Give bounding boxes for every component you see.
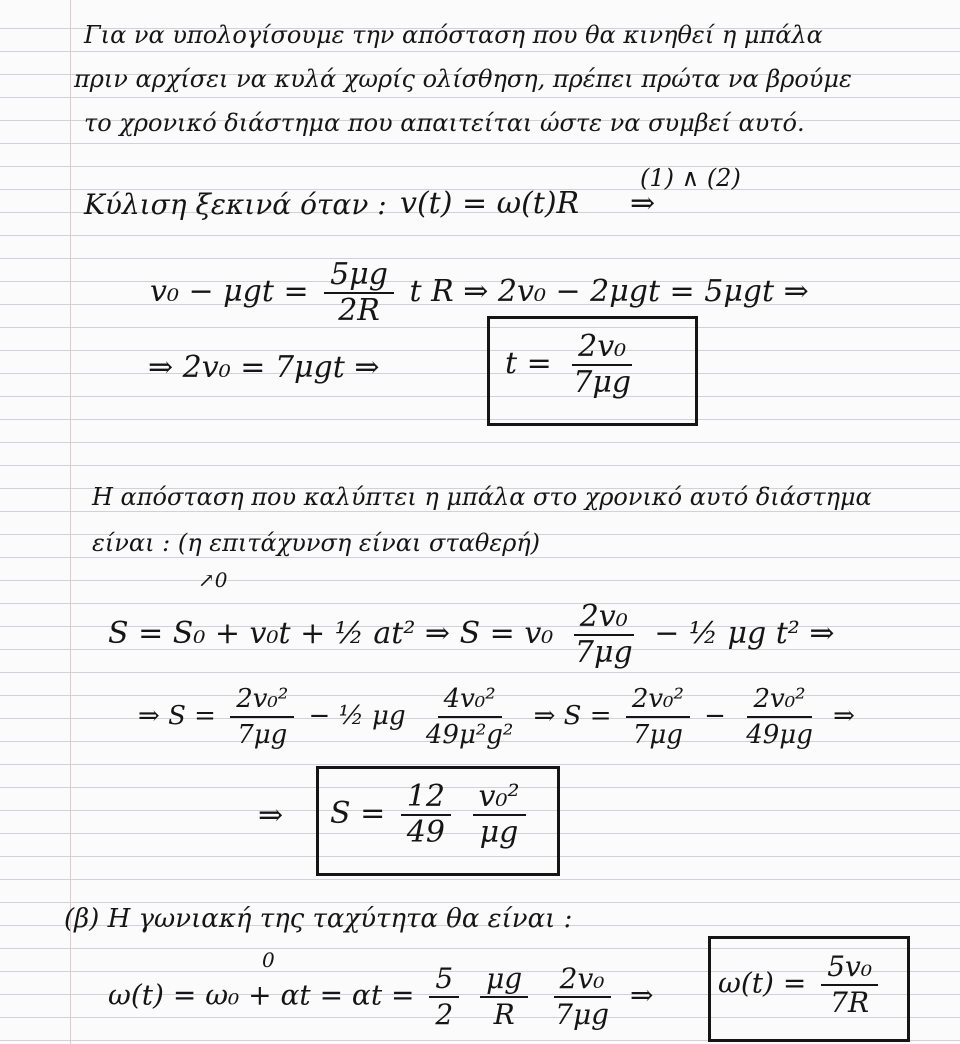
margin-line <box>70 0 71 1044</box>
rolling-ref: (1) ∧ (2) <box>640 164 741 192</box>
rolling-arrow: ⇒ <box>630 186 656 221</box>
s-result-frac1 <box>401 780 451 850</box>
omega-result-den: 7R <box>830 986 870 1019</box>
s-result-f1-num: 12 <box>401 780 451 816</box>
s0-zero-mark: ↗0 <box>198 568 228 592</box>
part-b-equation <box>108 962 653 1032</box>
s-result-f2-num: v₀² <box>473 780 526 816</box>
eq-s1-den: 7μg <box>574 635 633 670</box>
part-b-f3-num: 2v₀ <box>554 962 611 998</box>
part-b-frac3 <box>549 962 615 1032</box>
eq-s1 <box>108 600 834 670</box>
step1-fraction <box>324 258 394 328</box>
eq-s2-s: S = <box>168 701 216 731</box>
eq-s2-minus: − <box>704 701 726 731</box>
t-result-den: 7μg <box>573 365 632 400</box>
eq-s2-mid: − ½ μg <box>308 701 406 731</box>
s-result-f1-den: 49 <box>406 815 445 850</box>
eq-s2-f3-num: 2v₀² <box>626 682 690 718</box>
eq-s1-fraction <box>569 600 639 670</box>
t-result <box>505 330 643 400</box>
step1-frac-den: 2R <box>338 293 380 328</box>
s-result-label: S = <box>330 796 386 831</box>
part-b-f2-num: μg <box>480 962 528 998</box>
eq-s3-arrow: ⇒ <box>258 798 284 833</box>
rolling-equation: v(t) = ω(t)R <box>400 186 580 221</box>
omega0-zero-mark: 0 <box>262 948 275 972</box>
eq-s2-f1-num: 2v₀² <box>230 682 294 718</box>
eq-s2-f3-den: 7μg <box>632 720 683 750</box>
step1-equation <box>150 258 809 328</box>
distance-line-2: είναι : (η επιτάχυνση είναι σταθερή) <box>92 529 541 557</box>
eq-s1-num: 2v₀ <box>574 600 634 636</box>
intro-line-3: το χρονικό διάστημα που απαιτείται ώστε να συμβεί αυτό. <box>84 109 805 137</box>
distance-line-1: Η απόσταση που καλύπτει η μπάλα στο χρονικό αυτό διάστημα <box>92 483 872 511</box>
eq-s2-arrow3: ⇒ <box>833 701 855 731</box>
eq-s2-arrow2: ⇒ S = <box>533 701 612 731</box>
t-result-fraction <box>567 330 637 400</box>
s-result-f2-den: μg <box>479 815 519 850</box>
intro-line-2: πριν αρχίσει να κυλά χωρίς ολίσθηση, πρέπει πρώτα να βρούμε <box>74 65 852 93</box>
eq-s2-frac4 <box>740 682 819 752</box>
t-result-label: t = <box>505 346 552 381</box>
eq-s2-f2-den: 49μ²g² <box>425 720 514 750</box>
eq-s1-lhs: S = S₀ + v₀t + ½ at² ⇒ S = v₀ <box>108 616 554 651</box>
omega-result-num: 5v₀ <box>821 950 878 986</box>
part-b-f3-den: 7μg <box>555 998 610 1031</box>
s-result <box>330 780 532 850</box>
s-result-frac2 <box>473 780 526 850</box>
eq-s2-f2-num: 4v₀² <box>438 682 502 718</box>
eq-s2 <box>138 682 855 752</box>
part-b-label: (β) Η γωνιακή της ταχύτητα θα είναι : <box>64 904 573 934</box>
part-b-frac1 <box>429 962 459 1032</box>
step2-lhs: ⇒ 2v₀ = 7μgt ⇒ <box>148 350 380 385</box>
omega-result <box>718 950 884 1020</box>
eq-s2-frac2 <box>420 682 519 752</box>
eq-s2-f4-num: 2v₀² <box>747 682 811 718</box>
intro-line-1: Για να υπολογίσουμε την απόσταση που θα κινηθεί η μπάλα <box>84 21 823 49</box>
eq-s2-f1-den: 7μg <box>237 720 288 750</box>
eq-s2-frac3 <box>626 682 690 752</box>
part-b-eq: ω(t) = ω₀ + αt = αt = <box>108 978 415 1012</box>
part-b-f2-den: R <box>493 998 515 1031</box>
t-result-num: 2v₀ <box>572 330 632 366</box>
eq-s2-f4-den: 49μg <box>746 720 813 750</box>
eq-s2-frac1 <box>230 682 294 752</box>
omega-result-label: ω(t) = <box>718 966 807 1000</box>
part-b-frac2 <box>480 962 528 1032</box>
part-b-f1-num: 5 <box>429 962 459 998</box>
part-b-f1-den: 2 <box>435 998 454 1031</box>
part-b-arrow: ⇒ <box>629 978 654 1012</box>
step1-rhs: t R ⇒ 2v₀ − 2μgt = 5μgt ⇒ <box>409 274 809 309</box>
step1-lhs: v₀ − μgt = <box>150 274 309 309</box>
rolling-label: Κύλιση ξεκινά όταν : <box>84 188 387 221</box>
eq-s1-rhs: − ½ μg t² ⇒ <box>654 616 835 651</box>
eq-s2-arrow: ⇒ <box>138 701 160 731</box>
omega-result-fraction <box>821 950 878 1020</box>
step1-frac-num: 5μg <box>324 258 394 294</box>
